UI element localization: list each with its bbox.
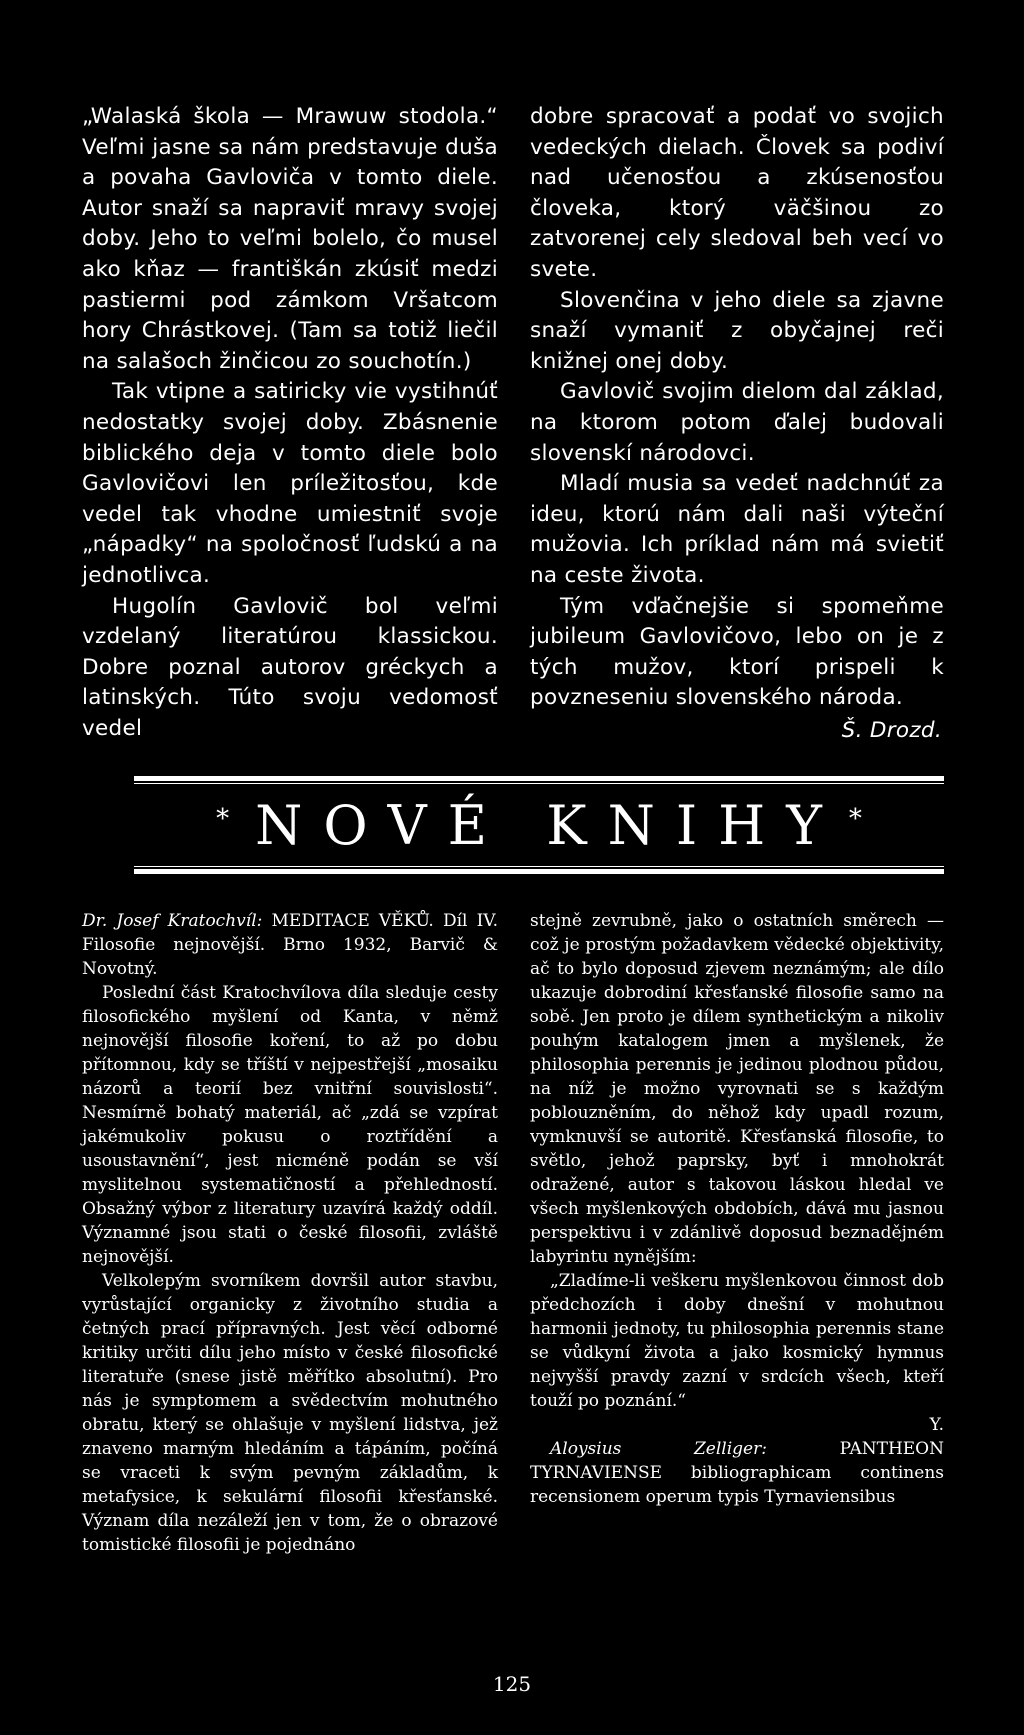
- article-left-column: [82, 102, 498, 744]
- review-right-column: [530, 909, 944, 1509]
- article-paragraph: Hugolín Gavlovič bol veľmi vzdelaný literatúrou klassickou. Dobre poznal autorov gréckych a latinských. Túto svoju vedomosť vedel: [82, 593, 498, 741]
- review-heading: [82, 909, 498, 981]
- review-author: Aloysius Zelliger:: [550, 1439, 767, 1459]
- review-paragraph: Poslední část Kratochvílova díla sleduje cesty filosofického myšlení od Kanta, v němž nejnovější filosofie koření, to až po dobu přítomnou, kdy se tříští v nejpestřejší „mosaiku názorů a teorií bez vnitřní souvislosti“. Nesmírně bohatý materiál, ač „zdá se vzpírat jakémukoliv pokusu o roztřídění a usoustavnění“, jest nicméně podán se vší myslitelnou systematičností a přehledností. Obsažný výbor z literatury uzavírá každý oddíl. Významné jsou stati o české filosofii, zvláště nejnovější.: [82, 983, 498, 1267]
- review-left-column: [82, 909, 498, 1557]
- article-paragraph: Tým vďačnejšie si spomeňme jubileum Gavlovičovo, lebo on je z tých mužov, ktorí prispeli k povzneseniu slovenského národa.: [530, 593, 944, 711]
- page-number: 125: [492, 1672, 532, 1696]
- article-signature: Š. Drozd.: [841, 717, 942, 743]
- asterisk-ornament-icon: *: [848, 804, 862, 834]
- article-paragraph: Slovenčina v jeho diele sa zjavne snaží vymaniť z obyčajnej reči knižnej onej doby.: [530, 287, 944, 374]
- section-rule-bottom-thin: [134, 866, 944, 867]
- article-right-column: [530, 102, 944, 746]
- review-paragraph: Velkolepým svorníkem dovršil autor stavbu, vyrůstající organicky z životního studia a četných prací přípravných. Jest věcí odborné kritiky určiti dílu jeho místo v české filosofické literatuře (snese jistě měřítko absolutní). Pro nás je symptomem a svědectvím mohutného obratu, který se ohlašuje v myšlení lidstva, jež znaveno marným hledáním a tápáním, počíná se vraceti k svým pevným základům, k metafysice, k sekulární filosofii křesťanské. Význam díla nezáleží jen v tom, že o obrazové tomistické filosofii je pojednáno: [82, 1271, 498, 1555]
- review-quote: „Zladíme-li veškeru myšlenkovou činnost dob předchozích i doby dnešní v mohutnou harmonii jednoty, tu philosophia perennis stane se vůdkyní života a jako kosmický hymnus nejvyšší pravdy zazní v srdcích všech, kteří touží po poznání.“: [530, 1271, 944, 1411]
- review-signature-row: [530, 1413, 944, 1437]
- review-author: Dr. Josef Kratochvíl:: [82, 911, 263, 931]
- review-paragraph: stejně zevrubně, jako o ostatních směrech — což je prostým požadavkem vědecké objektivity, ač to bylo doposud zjevem neznámým; ale dílo ukazuje dobrodiní křesťanské filosofie samo na sobě. Jen proto je dílem synthetickým a nikoliv pouhým katalogem jmen a myšlenek, že philosophia perennis je jedinou plodnou půdou, na níž je možno vyrovnati se s každým poblouzněním, do něhož kdy upadl rozum, vymknuvší se autoritě. Křesťanská filosofie, to světlo, jehož paprsky, byť i mnohokrát odražené, autor s takovou láskou hledal ve všech myšlenkových obdobích, dává mu jasnou perspektivu i v zdánlivě doposud beznadějném labyrintu nynějším:: [530, 911, 944, 1267]
- section-rule-top-thin: [134, 783, 944, 784]
- section-rule-top-thick: [134, 776, 944, 781]
- article-paragraph: Gavlovič svojim dielom dal základ, na ktorom potom ďalej budovali slovenskí národovci.: [530, 379, 944, 466]
- review-citation: MEDITACE VĚKŮ. Díl IV. Filosofie nejnovější. Brno 1932, Barvič & Novotný.: [82, 911, 499, 979]
- review-signature: Y.: [929, 1415, 944, 1435]
- review-heading: [530, 1437, 944, 1509]
- review-citation: PANTHEON TYRNAVIENSE bibliographicam continens recensionem operum typis Tyrnaviensibus: [530, 1439, 944, 1507]
- section-rule-bottom-thick: [134, 869, 944, 874]
- asterisk-ornament-icon: *: [216, 804, 230, 834]
- article-paragraph: dobre spracovať a podať vo svojich vedeckých dielach. Človek sa podiví nad učenosťou a zkúsenosťou človeka, ktorý väčšinou zo zatvorenej cely sledoval beh vecí vo svete.: [530, 104, 944, 282]
- section-heading: [134, 786, 944, 864]
- article-paragraph: Mladí musia sa vedeť nadchnúť za ideu, ktorú nám dali naši výteční mužovia. Ich príklad nám má svietiť na ceste života.: [530, 471, 944, 588]
- article-paragraph: „Walaská škola — Mrawuw stodola.“ Veľmi jasne sa nám predstavuje duša a povaha Gavloviča v tomto diele. Autor snaží sa napraviť mravy svojej doby. Jeho to veľmi bolelo, čo musel ako kňaz — františkán zkúsiť medzi pastiermi pod zámkom Vršatcom hory Chrástkovej. (Tam sa totiž liečil na salašoch žinčicou zo souchotín.): [82, 104, 498, 374]
- article-paragraph: Tak vtipne a satiricky vie vystihnúť nedostatky svojej doby. Zbásnenie biblického deja v tomto diele bolo Gavlovičovi len príležitosťou, kde vedel tak vhodne umiestniť svoje „nápadky“ na spoločnosť ľudskú a na jednotlivca.: [82, 379, 498, 588]
- section-title: NOVÉ KNIHY: [255, 793, 843, 857]
